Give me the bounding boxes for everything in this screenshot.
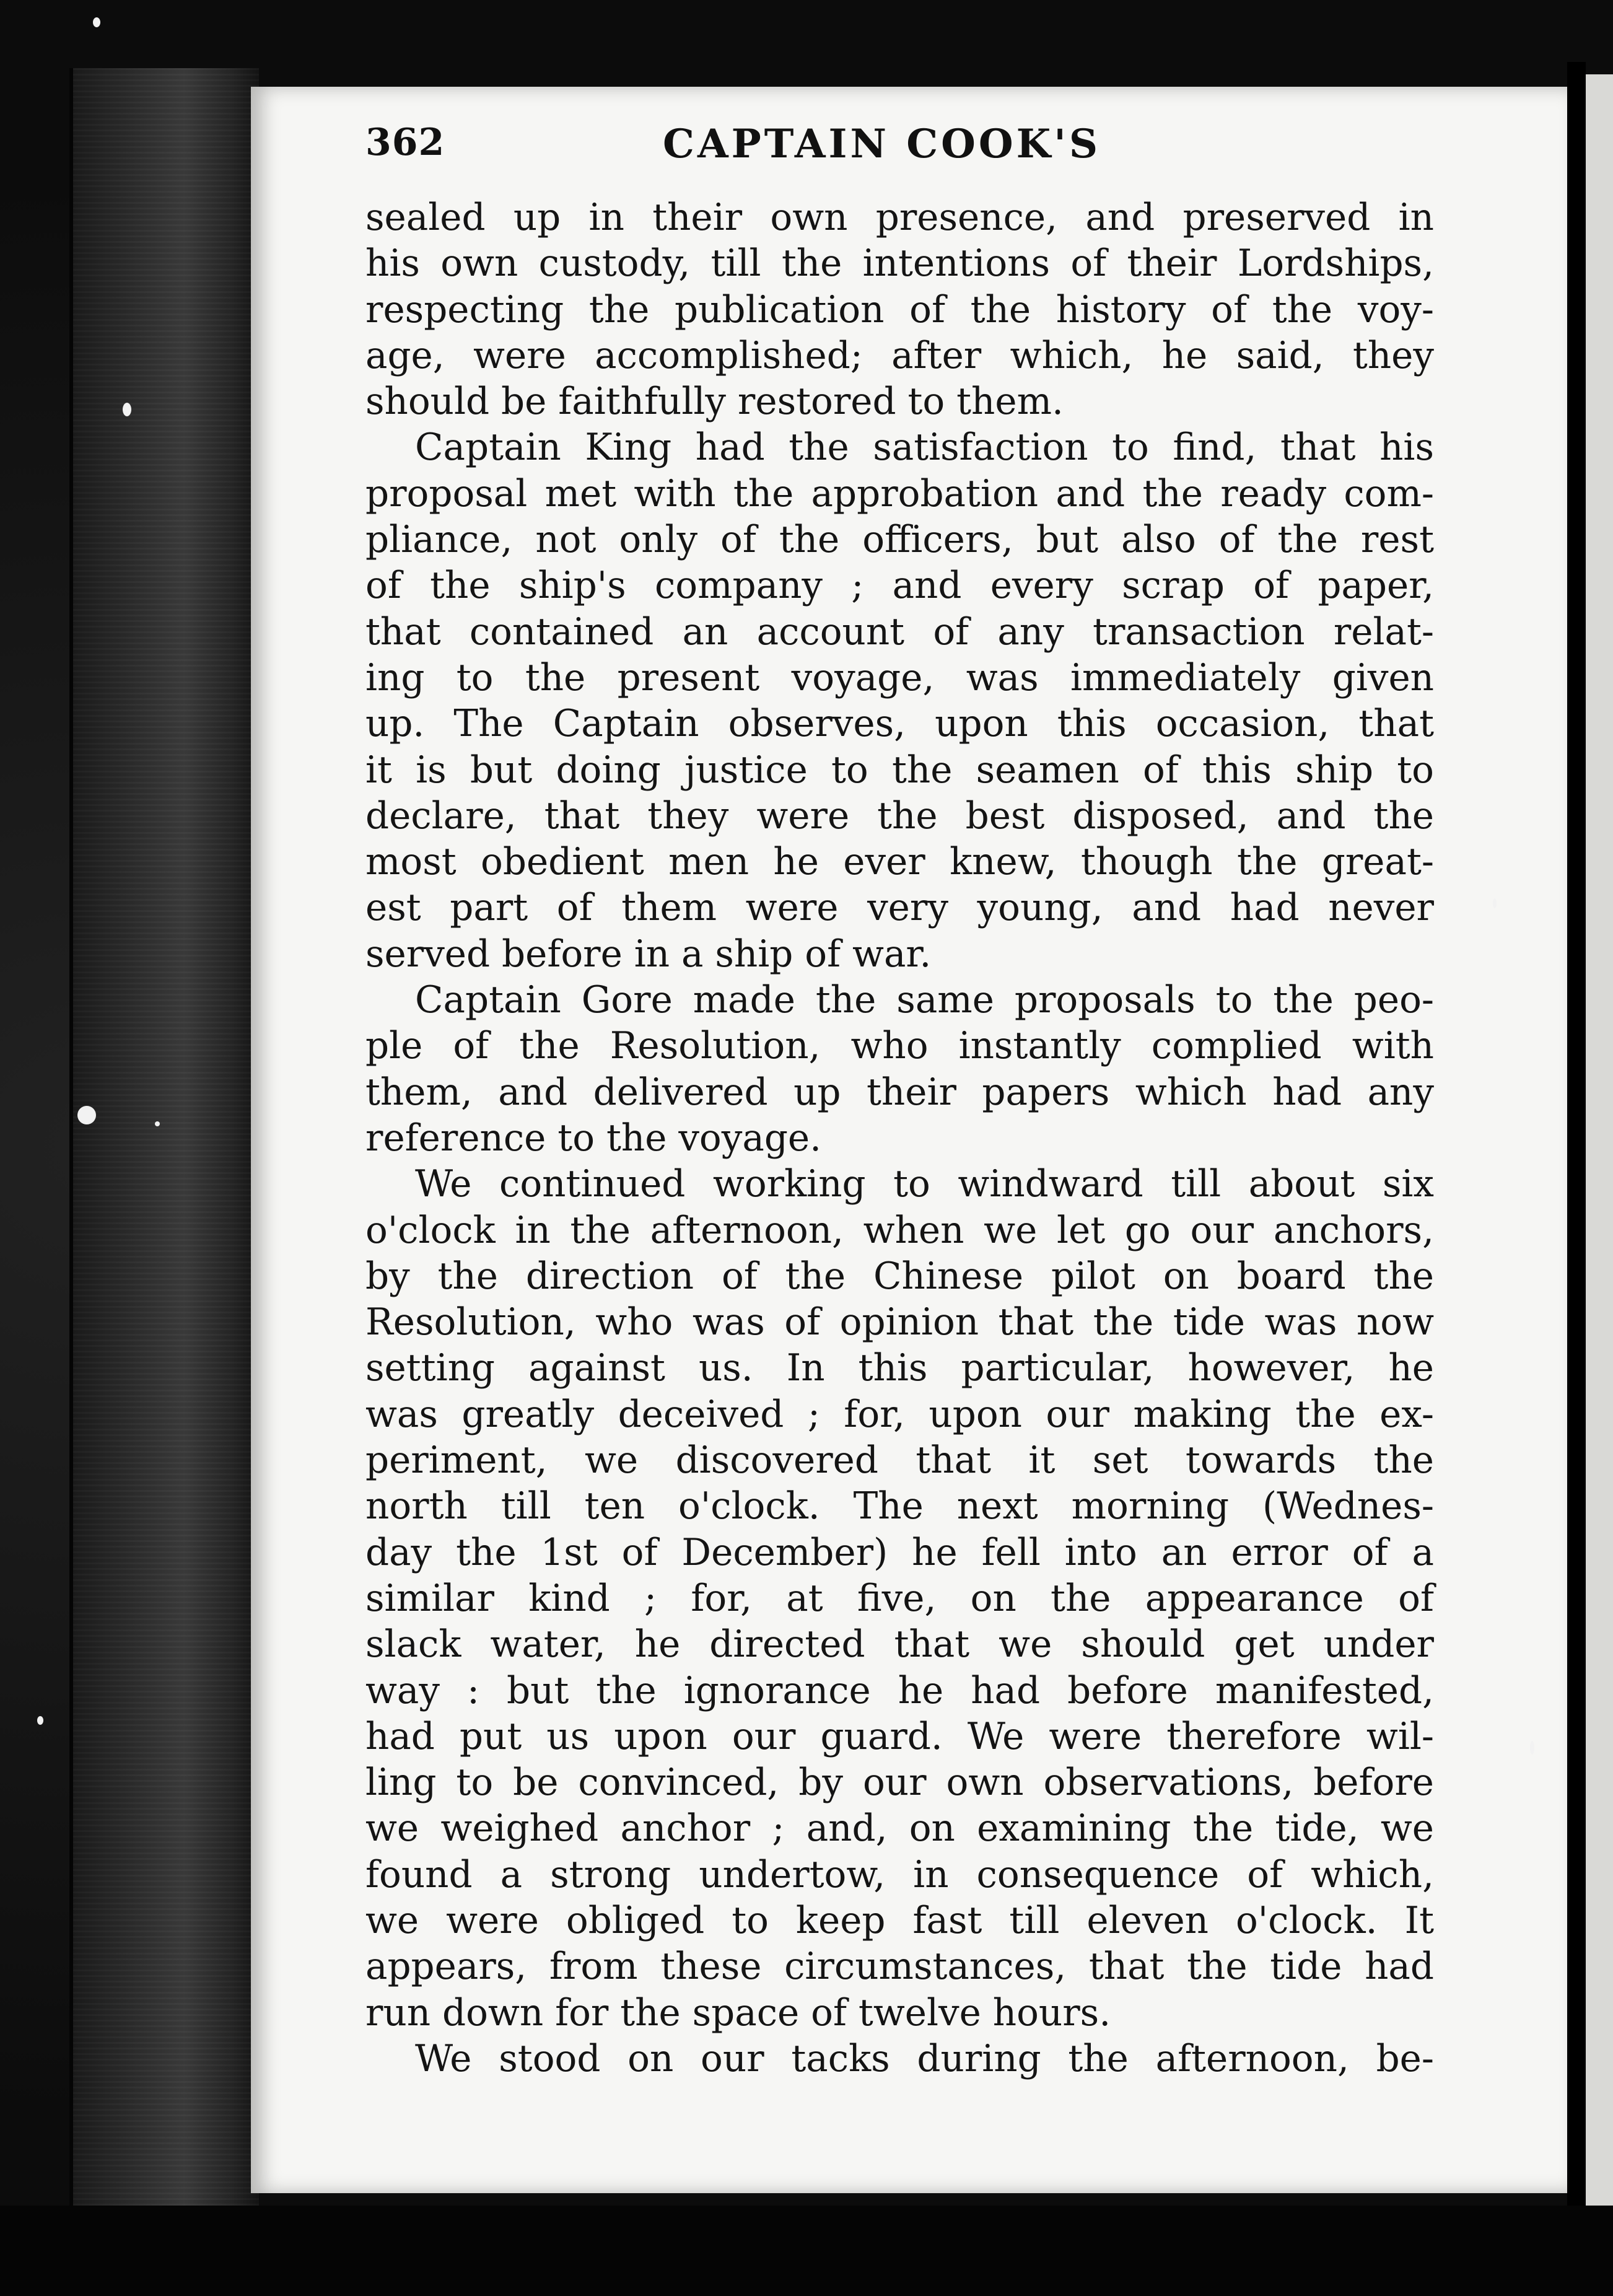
text-line: age, were accomplished; after which, he said, they (365, 334, 1434, 377)
text-line: found a strong undertow, in consequence of which, (365, 1853, 1434, 1896)
text-line: had put us upon our guard. We were therefore wil- (365, 1715, 1434, 1758)
text-line: them, and delivered up their papers which had any (365, 1071, 1434, 1114)
film-speck (155, 1121, 160, 1126)
running-title: CAPTAIN COOK'S (663, 121, 1101, 167)
text-line: periment, we discovered that it set towards the (365, 1439, 1434, 1483)
text-line: way : but the ignorance he had before manifested, (365, 1669, 1434, 1712)
text-line: run down for the space of twelve hours. (365, 1991, 1111, 2035)
text-line: most obedient men he ever knew, though the great- (365, 841, 1434, 884)
text-line: declare, that they were the best disposed, and the (365, 794, 1434, 838)
text-line: up. The Captain observes, upon this occasion, that (365, 703, 1434, 746)
text-line: respecting the publication of the history of the voy- (365, 288, 1434, 331)
film-speck (93, 17, 100, 27)
text-line: setting against us. In this particular, however, he (365, 1347, 1434, 1390)
text-line: served before in a ship of war. (365, 932, 932, 976)
film-speck (123, 403, 131, 416)
film-speck (1530, 1741, 1534, 1755)
text-line: Resolution, who was of opinion that the tide was now (365, 1301, 1434, 1344)
paragraph-first-line: Captain Gore made the same proposals to the peo- (415, 979, 1434, 1022)
text-line: we were obliged to keep fast till eleven o'clock. It (365, 1899, 1434, 1942)
text-line: by the direction of the Chinese pilot on board the (365, 1255, 1434, 1298)
text-line: north till ten o'clock. The next morning (Wednes- (365, 1485, 1434, 1528)
paragraph-first-line: Captain King had the satisfaction to find, that his (415, 426, 1434, 470)
text-line: pliance, not only of the officers, but also of the rest (365, 519, 1434, 562)
film-speck (77, 1106, 96, 1124)
text-line: reference to the voyage. (365, 1116, 822, 1160)
text-line: similar kind ; for, at five, on the appearance of (365, 1577, 1434, 1620)
text-line: day the 1st of December) he fell into an error of a (365, 1531, 1434, 1574)
text-line: we weighed anchor ; and, on examining the tide, we (365, 1807, 1434, 1851)
spine-texture (73, 68, 259, 2224)
text-line: should be faithfully restored to them. (365, 380, 1064, 424)
text-line: ling to be convinced, by our own observations, before (365, 1761, 1434, 1805)
body-text (365, 195, 1434, 2082)
facing-page-edge (1586, 74, 1613, 2206)
text-line: was greatly deceived ; for, upon our making the ex- (365, 1393, 1434, 1436)
page-number: 362 (365, 121, 445, 164)
text-line: his own custody, till the intentions of their Lordships, (365, 242, 1434, 286)
running-head (365, 121, 1449, 177)
text-line: appears, from these circumstances, that the tide had (365, 1945, 1434, 1989)
text-line: est part of them were very young, and had never (365, 887, 1434, 930)
paragraph-first-line: We continued working to windward till about six (415, 1163, 1434, 1206)
book-spine (69, 68, 259, 2224)
text-line: proposal met with the approbation and the ready com- (365, 472, 1434, 515)
page-gutter-shadow (1567, 62, 1586, 2206)
bottom-film-border (0, 2206, 1613, 2296)
text-line: it is but doing justice to the seamen of this ship to (365, 748, 1434, 792)
paragraph-first-line: We stood on our tacks during the afternoon, be- (415, 2037, 1434, 2080)
film-speck (1493, 898, 1497, 908)
film-speck (37, 1716, 43, 1725)
text-line: of the ship's company ; and every scrap of paper, (365, 564, 1434, 608)
text-line: that contained an account of any transaction relat- (365, 610, 1434, 654)
text-line: sealed up in their own presence, and preserved in (365, 196, 1434, 239)
text-line: o'clock in the afternoon, when we let go our anchors, (365, 1209, 1434, 1252)
text-line: ing to the present voyage, was immediately given (365, 656, 1434, 699)
text-line: slack water, he directed that we should get under (365, 1623, 1434, 1667)
text-line: ple of the Resolution, who instantly complied with (365, 1025, 1434, 1068)
